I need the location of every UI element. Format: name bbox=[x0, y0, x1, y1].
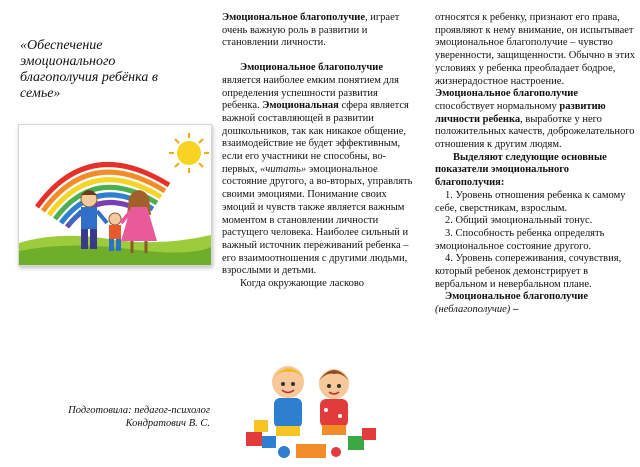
term-italic: (неблагополучие) bbox=[435, 304, 511, 316]
definition-text: сфера является важной составляющей в развитии дошкольников, так как никакое общение, взаимодействие не будет эффективным, если его участники не способны, во-первых, bbox=[222, 100, 409, 175]
author-credit bbox=[0, 404, 210, 430]
indicator-item-2: 2. Общий эмоциональный тонус. bbox=[445, 215, 593, 227]
intro-text: , играет очень важную роль в развитии и становлении личности. bbox=[222, 12, 400, 49]
body-text: способствует нормальному bbox=[435, 100, 560, 112]
heading-text: Выделяют следующие основные показатели эмоционального благополучия: bbox=[435, 151, 607, 189]
term-bold: развитию личности ребенка bbox=[435, 100, 606, 125]
left-column bbox=[0, 0, 215, 467]
term-bold: Эмоциональное благополучие bbox=[445, 291, 588, 303]
credit-role: Подготовила: педагог-психолог bbox=[68, 405, 210, 416]
definition-text: эмоциональное состояние другого, а во-вторых, управлять своими эмоциями. Понимание своих эмоций и чувств также является важным моментом в становлении личности растущего человека. Наиболее сильный и важный источник переживаний ребенка – его взаимоотношения с другими людьми, взрослыми и детьми. bbox=[222, 163, 413, 277]
dash: – bbox=[510, 304, 519, 316]
definition-text: является наиболее емким понятием для определения успешности развития ребенка. bbox=[222, 74, 399, 112]
children-playing-illustration bbox=[236, 352, 386, 462]
term-bold: Эмоциональное благополучие bbox=[240, 62, 383, 74]
brochure-title: «Обеспечение эмоционального благополучия ребёнка в семье» bbox=[20, 38, 158, 101]
body-text: относятся к ребенку, признают его права, проявляют к нему внимание, он испытывает эмоциональное благополучие – чувство уверенности, защищенности. Обычно в этих условиях у ребенка преобладает бодрое, жизнерадостное настроение. bbox=[435, 12, 636, 87]
term-bold: Эмоциональное благополучие bbox=[222, 12, 365, 23]
middle-column bbox=[222, 12, 418, 291]
term-italic: «читать» bbox=[260, 163, 307, 175]
term-bold: Эмоциональная bbox=[262, 100, 339, 112]
right-column bbox=[435, 12, 635, 317]
indicator-item-4: 4. Уровень сопереживания, сочувствия, который ребенок демонстрирует в вербальном и невербальном плане. bbox=[435, 253, 622, 290]
indicator-item-1: 1. Уровень отношения ребенка к самому себе, сверстникам, взрослым. bbox=[435, 189, 626, 214]
sun-icon bbox=[169, 133, 209, 173]
credit-name: Кондратович В. С. bbox=[125, 418, 210, 429]
definition-paragraph bbox=[222, 62, 418, 278]
continued-paragraph: Когда окружающие ласково bbox=[240, 278, 364, 290]
indicators-heading bbox=[435, 152, 635, 190]
family-rainbow-drawing bbox=[19, 125, 211, 265]
continued-text bbox=[435, 12, 635, 152]
intro-paragraph bbox=[222, 12, 418, 50]
closing-paragraph bbox=[435, 291, 635, 316]
body-text: , выработке у него положительных качеств, доброжелательного отношения к другим людям. bbox=[435, 113, 635, 151]
family-drawing-frame bbox=[18, 124, 212, 266]
term-bold: Эмоциональное благополучие bbox=[435, 88, 578, 100]
indicator-item-3: 3. Способность ребенка определять эмоциональное состояние другого. bbox=[435, 227, 605, 252]
